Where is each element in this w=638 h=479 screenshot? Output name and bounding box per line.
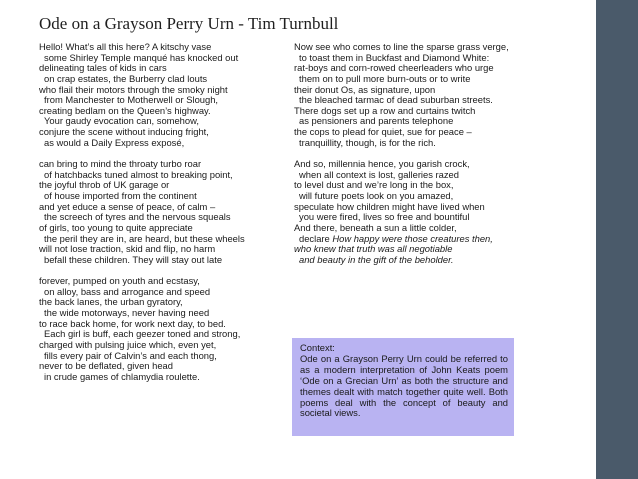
poem-line-text: declare xyxy=(299,232,333,244)
poem-line: you were fired, lives so free and bountiful xyxy=(299,211,470,223)
poem-column-left xyxy=(39,42,284,383)
page-title: Ode on a Grayson Perry Urn - Tim Turnbull xyxy=(39,14,339,33)
poem-line: to race back home, for work next day, to bed. xyxy=(39,317,226,329)
poem-line: Your gaudy evocation can, somehow, xyxy=(44,115,199,127)
context-body: Ode on a Grayson Perry Urn could be referred to as a modern interpretation of John Keats poem ‘Ode on a Grecian Urn’ as both the structure and themes dealt with match together quite well. Both poems deal with the concept of beauty and societal views. xyxy=(300,352,508,419)
poem-line: as pensioners and parents telephone xyxy=(299,115,454,127)
poem-line: delineating tales of kids in cars xyxy=(39,62,167,74)
poem-line: as would a Daily Express exposé, xyxy=(44,136,185,148)
poem-line: Each girl is buff, each geezer toned and strong, xyxy=(44,328,241,340)
poem-line: when all context is lost, galleries razed xyxy=(299,168,459,180)
poem-line: some Shirley Temple manqué has knocked out xyxy=(44,51,239,63)
poem-line: forever, pumped on youth and ecstasy, xyxy=(39,275,200,287)
poem-line: and beauty in the gift of the beholder. xyxy=(299,253,454,265)
poem-line: There dogs set up a row and curtains twitch xyxy=(294,104,476,116)
poem-line: on alloy, bass and arrogance and speed xyxy=(44,285,211,297)
poem-line: Now see who comes to line the sparse grass verge, xyxy=(294,41,509,52)
poem-line: And there, beneath a sun a little colder, xyxy=(294,221,457,233)
context-box xyxy=(292,338,514,436)
poem-line: speculate how children might have lived when xyxy=(294,200,485,212)
poem-line: creating bedlam on the Queen’s highway. xyxy=(39,104,211,116)
poem-line: the wide motorways, never having need xyxy=(44,307,210,319)
poem-line: to level dust and we’re long in the box, xyxy=(294,179,454,191)
decorative-sidebar xyxy=(596,0,638,479)
poem-line: who knew that truth was all negotiable xyxy=(294,243,453,255)
poem-line: charged with pulsing juice which, even yet, xyxy=(39,338,217,350)
poem-line: of girls, too young to quite appreciate xyxy=(39,221,193,233)
poem-line: in crude games of chlamydia roulette. xyxy=(44,370,200,382)
context-heading: Context: xyxy=(300,342,335,353)
poem-line: and yet educe a sense of peace, of calm – xyxy=(39,200,216,212)
poem-line: to toast them in Buckfast and Diamond White: xyxy=(299,51,490,63)
poem-line: fills every pair of Calvin’s and each thong, xyxy=(44,349,217,361)
poem-line: befall these children. They will stay out late xyxy=(44,253,223,265)
poem-line: their donut Os, as signature, upon xyxy=(294,83,436,95)
poem-column-right xyxy=(294,42,519,265)
poem-line: will future poets look on you amazed, xyxy=(299,189,454,201)
poem-line: them on to pull more burn-outs or to write xyxy=(299,72,471,84)
poem-line: of house imported from the continent xyxy=(44,189,197,201)
poem-line: the bleached tarmac of dead suburban streets. xyxy=(299,94,493,106)
poem-line: the peril they are in, are heard, but these wheels xyxy=(44,232,245,244)
poem-line: the back lanes, the urban gyratory, xyxy=(39,296,183,308)
poem-line: from Manchester to Motherwell or Slough, xyxy=(44,94,219,106)
poem-line: on crap estates, the Burberry clad louts xyxy=(44,72,208,84)
poem-line: never to be deflated, given head xyxy=(39,360,173,372)
poem-line: can bring to mind the throaty turbo roar xyxy=(39,158,202,170)
poem-line: of hatchbacks tuned almost to breaking point, xyxy=(44,168,233,180)
poem-line-italic: How happy were those creatures then, xyxy=(332,232,493,244)
poem-line: tranquillity, though, is for the rich. xyxy=(299,136,436,148)
poem-line: the cops to plead for quiet, sue for peace – xyxy=(294,126,472,138)
poem-line: who flail their motors through the smoky night xyxy=(39,83,228,95)
poem-line: will not lose traction, skid and flip, no harm xyxy=(39,243,216,255)
poem-line: conjure the scene without inducing fright, xyxy=(39,126,209,138)
poem-line: Hello! What’s all this here? A kitschy vase xyxy=(39,41,212,52)
poem-line: the screech of tyres and the nervous squeals xyxy=(44,211,231,223)
poem-line: the joyful throb of UK garage or xyxy=(39,179,170,191)
poem-line: rat-boys and corn-rowed cheerleaders who urge xyxy=(294,62,494,74)
poem-line: And so, millennia hence, you garish crock, xyxy=(294,158,470,170)
